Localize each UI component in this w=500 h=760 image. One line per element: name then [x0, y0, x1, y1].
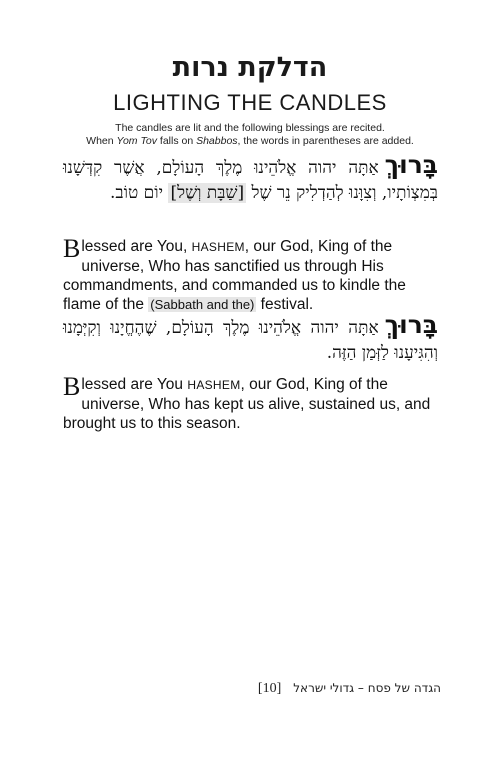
- instruction: [0, 122, 500, 148]
- blessing-2-hebrew-text: אַתָּה יהוה אֱלֹהֵינוּ מֶלֶךְ הָעוֹלָם, שֶׁהֶחֱיָנוּ וְקִיְּמָנוּ וְהִגִּיעָנוּ לַזְּמַן הַזֶּה.: [63, 318, 438, 363]
- instruction-text: When: [86, 135, 117, 147]
- blessing-1-english-text: , our God, King of the universe, Who has sanctified us through His commandments, and commanded us to kindle the flame of the: [63, 238, 406, 313]
- english-title: LIGHTING THE CANDLES: [113, 90, 387, 115]
- blessing-2-hebrew-lead: בָּרוּךְ: [384, 310, 438, 339]
- blessing-1-hebrew-parenthetical: [שַׁבָּת וְשֶׁל]: [170, 183, 245, 203]
- blessing-2-english: [63, 372, 441, 433]
- hashem-smallcaps: HASHEM: [191, 240, 245, 254]
- book-title: הגדה של פסח – גדולי ישראל: [293, 681, 441, 695]
- instruction-text: , the words in parentheses are added.: [237, 135, 414, 147]
- yom-tov-term: Yom Tov: [116, 135, 157, 147]
- shabbos-term: Shabbos: [196, 135, 238, 147]
- blessing-1-hebrew-text: אַתָּה יהוה אֱלֹהֵינוּ מֶלֶךְ הָעוֹלָם, אֲשֶׁר קִדְּשָׁנוּ בְּמִצְוֹתָיו, וְצִוָּנוּ לְהַדְלִיק נֵר שֶׁל: [63, 158, 438, 203]
- instruction-line-2: [0, 135, 500, 148]
- blessing-1-hebrew-lead: בָּרוּךְ: [384, 150, 438, 179]
- blessing-1-english-text: lessed are You,: [81, 238, 192, 255]
- instruction-text: falls on: [156, 135, 197, 147]
- page-footer: [63, 681, 441, 697]
- instruction-line-1: The candles are lit and the following blessings are recited.: [115, 122, 385, 134]
- page-number: [10]: [257, 681, 282, 696]
- hebrew-title: הדלקת נרות: [172, 52, 328, 83]
- blessing-1-english-parenthetical: (Sabbath and the): [150, 297, 255, 312]
- blessing-2-dropcap: B: [63, 372, 81, 401]
- blessing-1-hebrew-ending: יוֹם טוֹב.: [110, 183, 164, 203]
- blessing-1-hebrew: [63, 152, 438, 206]
- blessing-1-dropcap: B: [63, 234, 81, 263]
- blessing-1-english-ending: festival.: [256, 296, 314, 313]
- blessing-1-english: [63, 234, 441, 314]
- blessing-2-hebrew: [63, 312, 438, 366]
- blessing-2-english-text: , our God, King of the universe, Who has kept us alive, sustained us, and brought us to this season.: [63, 376, 431, 432]
- hashem-smallcaps: HASHEM: [187, 378, 241, 392]
- blessing-2-english-text: lessed are You: [81, 376, 188, 393]
